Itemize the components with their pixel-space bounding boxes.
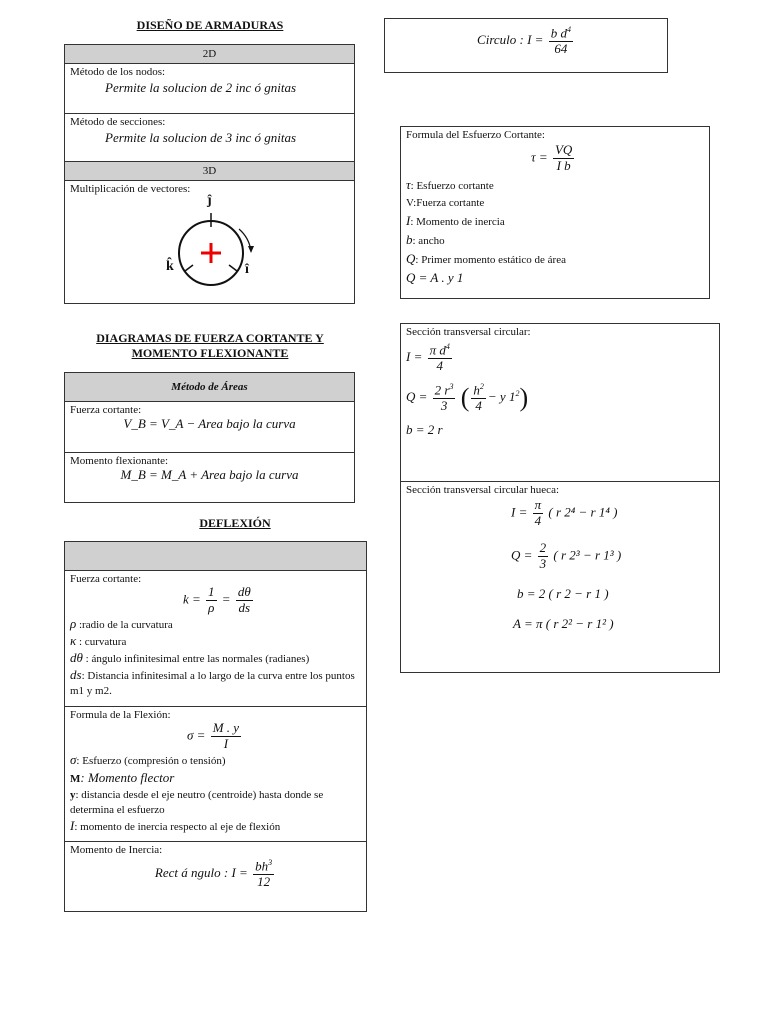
hueca-section (401, 482, 719, 632)
hueca-q-formula: Q = $\frac{2}{3}$ ( r 2³ − r 1³ ) (511, 539, 622, 571)
cortante-def-4: b: ancho (406, 231, 445, 247)
cortante-fraction (553, 143, 574, 174)
row-vectores (65, 181, 354, 302)
armaduras-table (64, 44, 355, 304)
curvatura-formula: k = $\frac{1}{\rho}$ = $\frac{d\theta}{ds}$ (183, 584, 251, 615)
deflexion-table (64, 541, 367, 912)
circular-label: Sección transversal circular: (406, 326, 531, 338)
fc-label: Fuerza cortante: (70, 404, 142, 416)
circular-section (401, 324, 719, 482)
flexion-label: Formula de la Flexión: (70, 709, 171, 721)
inercia-label: Momento de Inercia: (70, 844, 163, 856)
circulo-exp: 4 (566, 25, 571, 34)
cortante-def-6: Q = A . y 1 (406, 269, 464, 285)
row-flexion (65, 707, 366, 842)
curvatura-def-3: dθ : ángulo infinitesimal entre las normales (radianes) (70, 649, 310, 665)
curvatura-def-4: ds: Distancia infinitesimal a lo largo de la curva entre los puntos m1 y m2. (70, 666, 355, 697)
cortante-def-5: Q: Primer momento estático de área (406, 250, 566, 266)
row-nodos (65, 64, 354, 114)
diagramas-table (64, 372, 355, 503)
circulo-fraction (549, 25, 573, 57)
row-inercia (65, 842, 366, 911)
flexion-def-3: y: distancia desde el eje neutro (centroide) hasta donde se determina el esfuerzo (70, 788, 324, 816)
cortante-box (400, 126, 710, 299)
cortante-def-2: V:Fuerza cortante (406, 196, 485, 209)
circulo-den: 64 (554, 41, 568, 57)
hueca-label: Sección transversal circular hueca: (406, 484, 560, 496)
secciones-label: Método de secciones: (70, 116, 166, 128)
flexion-def-1: σ: Esfuerzo (compresión o tensión) (70, 751, 226, 767)
rectangulo-formula: Rect á ngulo : I = $\frac{bh^3}{12}$ (154, 858, 273, 890)
secciones-box (400, 323, 720, 673)
curvatura-label: Fuerza cortante: (70, 573, 142, 585)
deflexion-header (65, 542, 366, 571)
cortante-def-3: I: Momento de inercia (406, 212, 505, 228)
circular-q-formula: Q = $\frac{2 r^3}{3}$ ( $\frac{h^2}{4}$ − y $1^2$) (406, 382, 529, 414)
cortante-def-1: τ: Esfuerzo cortante (406, 176, 494, 192)
mf-label: Momento flexionante: (70, 455, 169, 467)
flexion-formula: σ = $\frac{M . y}{I}$ (187, 720, 240, 751)
diagramas-title-line1: DIAGRAMAS DE FUERZA CORTANTE Y (96, 331, 324, 345)
flexion-def-4: I: momento de inercia respecto al eje de flexión (70, 817, 281, 833)
curvatura-def-1: ρ :radio de la curvatura (70, 615, 173, 631)
vector-j-label: ĵ (207, 193, 212, 208)
row-secciones (65, 114, 354, 162)
nodos-label: Método de los nodos: (70, 66, 166, 78)
areas-header: Método de Áreas (65, 373, 354, 402)
fc-equation: V_B = V_A − Area bajo la curva (123, 416, 296, 431)
circular-i-formula: I = $\frac{\pi d^4}{4}$ (406, 342, 450, 374)
circulo-prefix: Circulo : I = (477, 32, 544, 48)
row-fuerza-cortante (65, 402, 354, 453)
vector-i-label: î (245, 262, 249, 277)
nodos-text: Permite la solucion de 2 inc ó gnitas (105, 80, 297, 95)
circulo-num: b d (550, 25, 567, 41)
hueca-i-formula: I = $\frac{\pi}{4}$ ( r 2⁴ − r 1⁴ ) (511, 497, 618, 528)
curvatura-def-2: κ : curvatura (70, 632, 127, 648)
vectores-label: Multiplicación de vectores: (70, 183, 191, 195)
armaduras-title: DISEÑO DE ARMADURAS (136, 18, 284, 32)
diagramas-title (65, 331, 355, 361)
flexion-def-2: M: Momento flector (70, 769, 175, 785)
header-2d: 2D (65, 45, 354, 64)
mf-equation: M_B = M_A + Area bajo la curva (120, 467, 299, 482)
hueca-a-formula: A = π ( r 2² − r 1² ) (513, 615, 614, 631)
secciones-text: Permite la solucion de 3 inc ó gnitas (105, 130, 297, 145)
diagramas-title-line2: MOMENTO FLEXIONANTE (131, 346, 289, 360)
cortante-lhs: τ = (531, 149, 548, 165)
cortante-label: Formula del Esfuerzo Cortante: (406, 129, 545, 141)
vector-k-label: k̂ (166, 259, 174, 274)
row-momento-flexionante (65, 453, 354, 502)
vector-circle-diagram (155, 191, 275, 301)
hueca-b-formula: b = 2 ( r 2 − r 1 ) (517, 585, 609, 601)
circulo-box (384, 18, 668, 73)
cortante-formula (401, 143, 709, 174)
circulo-formula (385, 25, 667, 57)
circular-b-formula: b = 2 r (406, 422, 443, 438)
row-curvatura (65, 571, 366, 707)
deflexion-title: DEFLEXIÓN (199, 516, 271, 530)
cortante-num: VQ (554, 142, 573, 157)
cortante-den: I b (556, 157, 571, 173)
header-3d: 3D (65, 162, 354, 181)
